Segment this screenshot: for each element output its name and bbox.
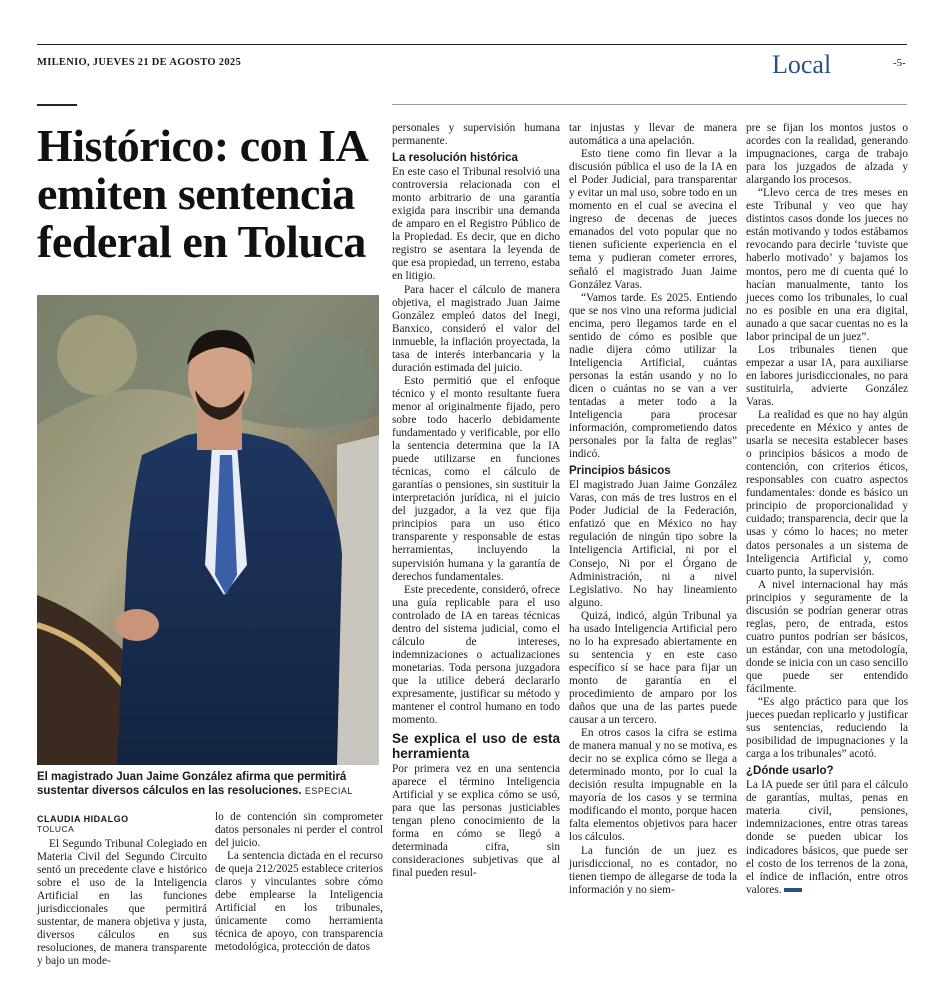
paragraph-final — [746, 779, 908, 896]
paragraph: “Vamos tarde. Es 2025. Entiendo que se nos vino una reforma judicial encima, pero llegamos tarde en el sentido de cómo es posible que nadie dijera cómo utilizar la Inteligencia Artificial, cuántas personas la están usando y no lo dicen o cuántas no se van a ver tentadas a meter todo a la Inteligencia para procesar información, comprometiendo datos personales por la falta de reglas” indicó. — [569, 291, 737, 461]
paragraph: La realidad es que no hay algún precedente en México y antes de usarla se necesita establecer bases o principios básicos a modo de contención, con criterios éticos, responsables con cuatro aspectos fundamentales: donde es básico un principio de proporcionalidad y cuidado; transparencia, decir que la usas y cómo lo haces; no meter datos personales a un sistema de Inteligencia Artificial y, como cuarto punto, la supervisión. — [746, 409, 908, 578]
paragraph: Este precedente, consideró, ofrece una guía replicable para el uso controlado de IA en tareas técnicas dentro del sistema judicial, como el cálculo de intereses, indemnizaciones o actualizaciones monetarias. Toda persona juzgadora que la utilice deberá declararlo expresamente, justificar su método y mantener el control humano en todo momento. — [392, 583, 560, 727]
article-photo — [37, 295, 379, 765]
byline-author: CLAUDIA HIDALGO — [37, 814, 129, 824]
paragraph: A nivel internacional hay más principios y seguramente de la discusión se podrían generar otras reglas, pero, de entrada, estos cuatro puntos podrían ser básicos, un estándar, con una metodología, donde se inicia con un caso sencillo que puede ser entendido fácilmente. — [746, 578, 908, 696]
section-label: Local — [772, 50, 832, 79]
paragraph: Esto tiene como fin llevar a la discusión pública el uso de la IA en el Poder Judicial, para transparentar y evitar un mal uso, sobre todo en un momento en el cual se avecina el ingreso de decenas de jueces emanados del voto popular que no tienen suficiente experiencia en el tema y pudieran cometer errores, señaló el magistrado Juan Jaime González Varas. — [569, 148, 737, 291]
headline-rule — [37, 104, 77, 106]
paragraph: La función de un juez es jurisdiccional, no es contador, no tienen tiempo de allegarse de toda la información y no siem- — [569, 844, 737, 896]
final-text: La IA puede ser útil para el cálculo de garantías, multas, penas en materia civil, pensiones, indemnizaciones, entre otras tareas donde se pueden ubicar los indicadores básicos, que puede ser el costo de los terrenos de la zona, el índice de inflación, entre otros valores. — [746, 779, 908, 896]
caption-text: El magistrado Juan Jaime González afirma que permitirá sustentar diversos cálculos en las resoluciones. — [37, 771, 347, 797]
subheading: ¿Dónde usarlo? — [746, 765, 834, 778]
paragraph: La sentencia dictada en el recurso de queja 212/2025 establece criterios claros y vinculantes sobre cómo debe emplearse la Inteligencia Artificial en los tribunales, únicamente como herramienta técnica de apoyo, con transparencia metodológica, protección de datos — [215, 850, 383, 954]
photo-caption — [37, 770, 382, 798]
byline-place: TOLUCA — [37, 824, 75, 834]
masthead: MILENIO, JUEVES 21 DE AGOSTO 2025 — [37, 57, 241, 68]
byline — [37, 814, 207, 834]
column-4 — [569, 122, 737, 897]
caption-credit: ESPECIAL — [304, 786, 353, 796]
paragraph: Los tribunales tienen que empezar a usar IA, para auxiliarse en labores jurisdiccionales, no para sustituirla, advierte González Varas. — [746, 343, 908, 408]
paragraph: En otros casos la cifra se estima de manera manual y no se motiva, es decir no se explica cómo se llega a determinado monto, por lo cual la decisión resulta impugnable en la mayoría de los casos y se termina modificando el monto, porque hacen falta elementos objetivos para hacer los cálculos. — [569, 727, 737, 844]
column-rule — [392, 104, 907, 105]
paragraph: En este caso el Tribunal resolvió una controversia relacionada con el monto arbitrario de una garantía exigida para inscribir una demanda de amparo en el Registro Público de la Propiedad. Es decir, que en dicho registro se asentara la leyenda de que esa propiedad, un terreno, estaba en litigio. — [392, 166, 560, 283]
paragraph: “Es algo práctico para que los jueces puedan replicarlo y justificar sus sentencias, reduciendo la posibilidad de impugnaciones y la carga a los tribunales” acotó. — [746, 696, 908, 761]
paragraph: lo de contención sin comprometer datos personales ni perder el control del juicio. — [215, 811, 383, 850]
header-rule — [37, 44, 907, 45]
paragraph: pre se fijan los montos justos o acordes con la realidad, generando impugnaciones, carga de trabajo para los juzgados de alzada y alargando los procesos. — [746, 122, 908, 187]
paragraph: Para hacer el cálculo de manera objetiva, el magistrado Juan Jaime González empleó datos del Inegi, Banxico, consideró el valor del inmueble, la inflación proyectada, la tasa de interés interbancaria y la duración estimada del juicio. — [392, 283, 560, 374]
paragraph: “Llevo cerca de tres meses en este Tribunal y veo que hay distintos casos donde los jueces no están motivando y todos estábamos revocando para decirle ‘tuviste que haberlo motivado’ y bajamos los montos, pero me di cuenta qué lo hacían manualmente, tanto los jueces como los tribunales, lo cual no es posible en una era digital, aunado a que sacar cuentas no es la labor principal de un juez”. — [746, 187, 908, 343]
subheading: Se explica el uso de esta herramienta — [392, 731, 560, 762]
paragraph: El magistrado Juan Jaime González Varas, con más de tres lustros en el Poder Judicial de la Federación, enfatizó que en México no hay regulación de ningún tipo sobre la Inteligencia Artificial, ni por el Consejo, Ni por el Órgano de Administración, ni a nivel Legislativo. No hay lineamiento alguno. — [569, 479, 737, 609]
page-number: -5- — [893, 57, 906, 69]
paragraph: Quizá, indicó, algún Tribunal ya ha usado Inteligencia Artificial pero no lo ha expresado abiertamente en su sentencia y en este caso específico sí se hace para fijar un monto de garantía en el procedimiento de amparo por los daños que una de las partes puede causar a un tercero. — [569, 609, 737, 727]
paragraph: personales y supervisión humana permanente. — [392, 122, 560, 148]
column-3 — [392, 122, 560, 881]
headline: Histórico: con IA emiten sentencia federal en Toluca — [37, 120, 366, 267]
paragraph: Por primera vez en una sentencia aparece el término Inteligencia Artificial y se explica cómo se usó, para que las personas justiciables tengan pleno conocimiento de la forma en cómo se llegó a determinada cifra, sin consideraciones subjetivas que al final pueden resul- — [392, 763, 560, 880]
column-5 — [746, 122, 908, 897]
column-2 — [215, 811, 383, 955]
paragraph: tar injustas y llevar de manera automática a una apelación. — [569, 122, 737, 148]
subheading: La resolución histórica — [392, 152, 518, 165]
end-mark — [784, 888, 802, 892]
paragraph: Esto permitió que el enfoque técnico y el monto resultante fuera menor al originalmente fijado, pero sobre todo hacerlo debidamente fundamentado y verificable, por ello la sentencia determina que la IA puede utilizarse en funciones técnicas, como el cálculo de garantías o pensiones, sin sustituir la interpretación jurídica, ni el juicio del juzgador, a la vez que fija principios para un uso ético transparente y responsable de estas herramientas, incluyendo la supervisión humana y la garantía de derechos fundamentales. — [392, 374, 560, 583]
paragraph: El Segundo Tribunal Colegiado en Materia Civil del Segundo Circuito sentó un precedente clave e histórico sobre el uso de la Inteligencia Artificial en las funciones jurisdiccionales que permitirá sustentar, de manera objetiva y justa, diversos cálculos en sus resoluciones, de manera transparente y bajo un mode- — [37, 838, 207, 968]
magistrate-photo-illustration — [37, 295, 379, 765]
subheading: Principios básicos — [569, 465, 671, 478]
column-1 — [37, 838, 207, 968]
